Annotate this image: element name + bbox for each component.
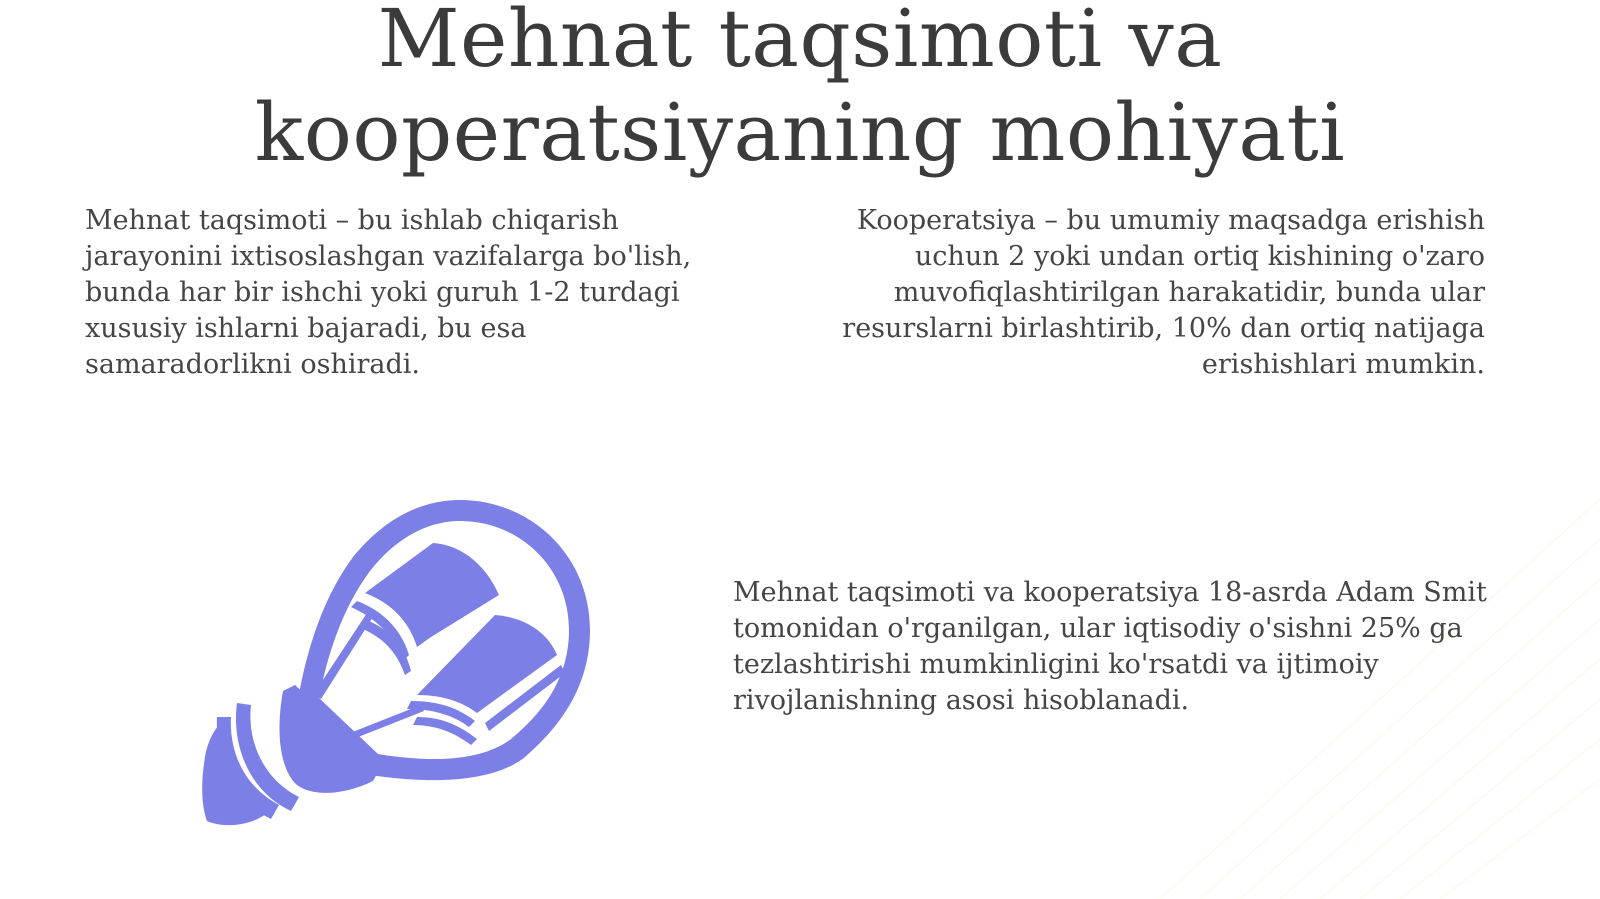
slide-title: [0, 0, 1600, 180]
lightbulb-with-book-icon: [195, 495, 635, 855]
history-paragraph: Mehnat taqsimoti va kooperatsiya 18-asrda Adam Smit tomonidan o'rganilgan, ular iqtisodiy o'sishni 25% ga tezlashtirishi mumkinligini ko'rsatdi va ijtimoiy rivojlanishning asosi hisoblanadi.: [733, 577, 1487, 716]
cooperation-definition: Kooperatsiya – bu umumiy maqsadga erishish uchun 2 yoki undan ortiq kishining o'zaro muvofiqlashtirilgan harakatidir, bunda ular resurslarni birlashtirib, 10% dan ortiq natijaga erishishlari mumkin.: [842, 205, 1485, 380]
labor-division-definition: Mehnat taqsimoti – bu ishlab chiqarish jarayonini ixtisoslashgan vazifalarga bo'lish, bunda har bir ishchi yoki guruh 1-2 turdagi xususiy ishlarni bajaradi, bu esa samaradorlikni oshiradi.: [85, 205, 692, 380]
slide-title-line-1: Mehnat taqsimoti va: [377, 0, 1223, 85]
slide-title-line-2: kooperatsiyaning mohiyati: [254, 86, 1346, 179]
